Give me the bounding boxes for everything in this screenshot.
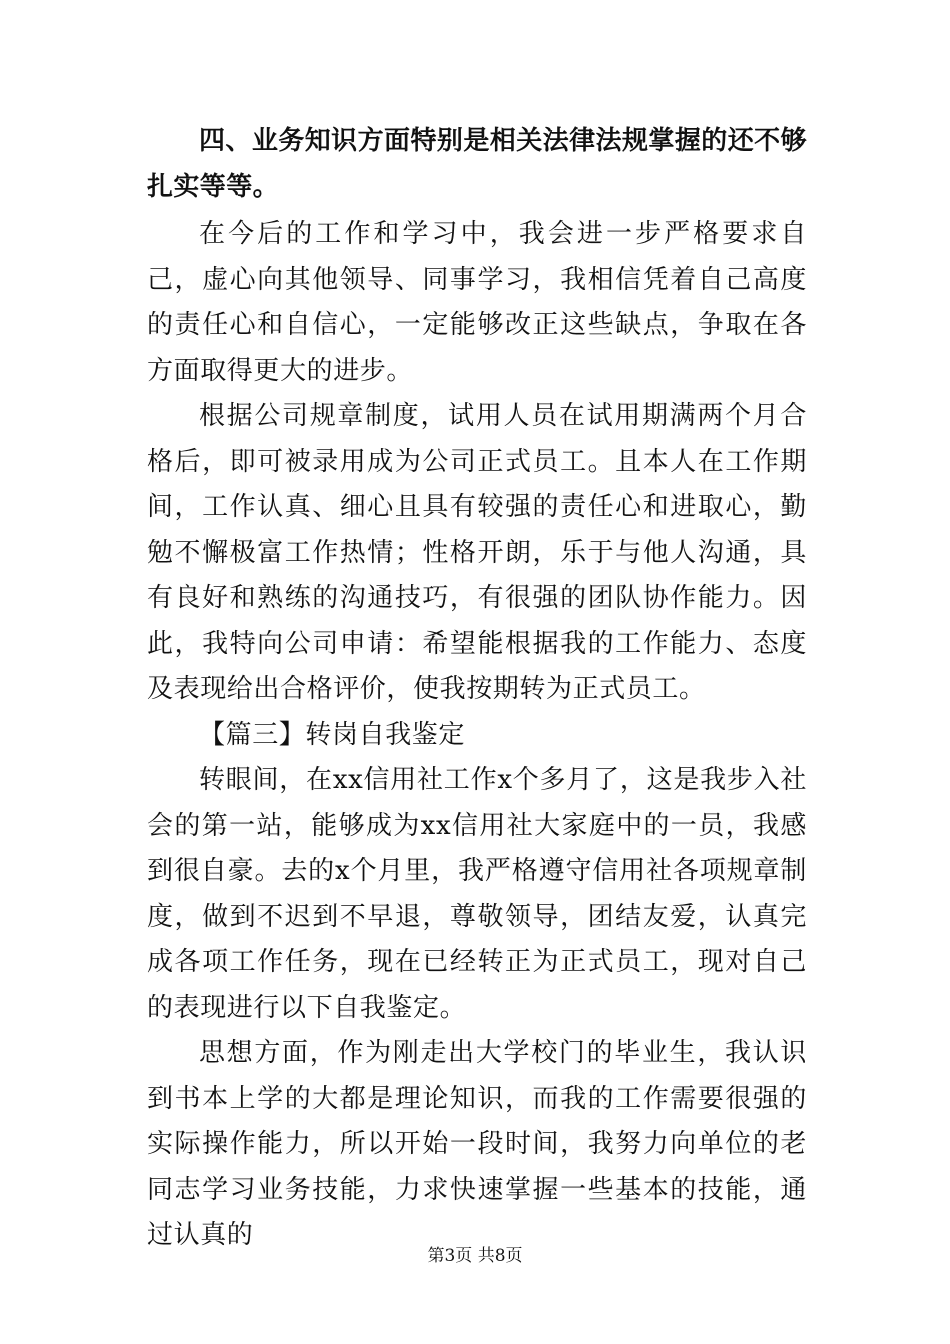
paragraph-probation-request: 根据公司规章制度，试用人员在试用期满两个月合格后，即可被录用成为公司正式员工。且本人在工作期间，工作认真、细心且具有较强的责任心和进取心，勤勉不懈极富工作热情；性格开朗，乐于与他人沟通，具有良好和熟练的沟通技巧，有很强的团队协作能力。因此，我特向公司申请：希望能根据我的工作能力、态度及表现给出合格评价，使我按期转为正式员工。 xyxy=(147,401,807,704)
page-number-footer: 第3页 共8页 xyxy=(427,1246,523,1266)
section-title-part-three: 【篇三】转岗自我鉴定 xyxy=(199,719,466,750)
heading-point-four: 四、业务知识方面特别是相关法律法规掌握的还不够扎实等等。 xyxy=(147,126,807,202)
paragraph-future-plans: 在今后的工作和学习中，我会进一步严格要求自己，虚心向其他领导、同事学习，我相信凭着自己高度的责任心和自信心，一定能够改正这些缺点，争取在各方面取得更大的进步。 xyxy=(147,219,807,386)
paragraph-self-appraisal-intro: 转眼间，在xx信用社工作x个多月了，这是我步入社会的第一站，能够成为xx信用社大家庭中的一员，我感到很自豪。去的x个月里，我严格遵守信用社各项规章制度，做到不迟到不早退，尊敬领导，团结友爱，认真完成各项工作任务，现在已经转正为正式员工，现对自己的表现进行以下自我鉴定。 xyxy=(147,765,807,1023)
document-body xyxy=(147,118,807,1259)
paragraph-thinking-aspect: 思想方面，作为刚走出大学校门的毕业生，我认识到书本上学的大都是理论知识，而我的工作需要很强的实际操作能力，所以开始一段时间，我努力向单位的老同志学习业务技能，力求快速掌握一些基本的技能，通过认真的 xyxy=(147,1038,807,1250)
